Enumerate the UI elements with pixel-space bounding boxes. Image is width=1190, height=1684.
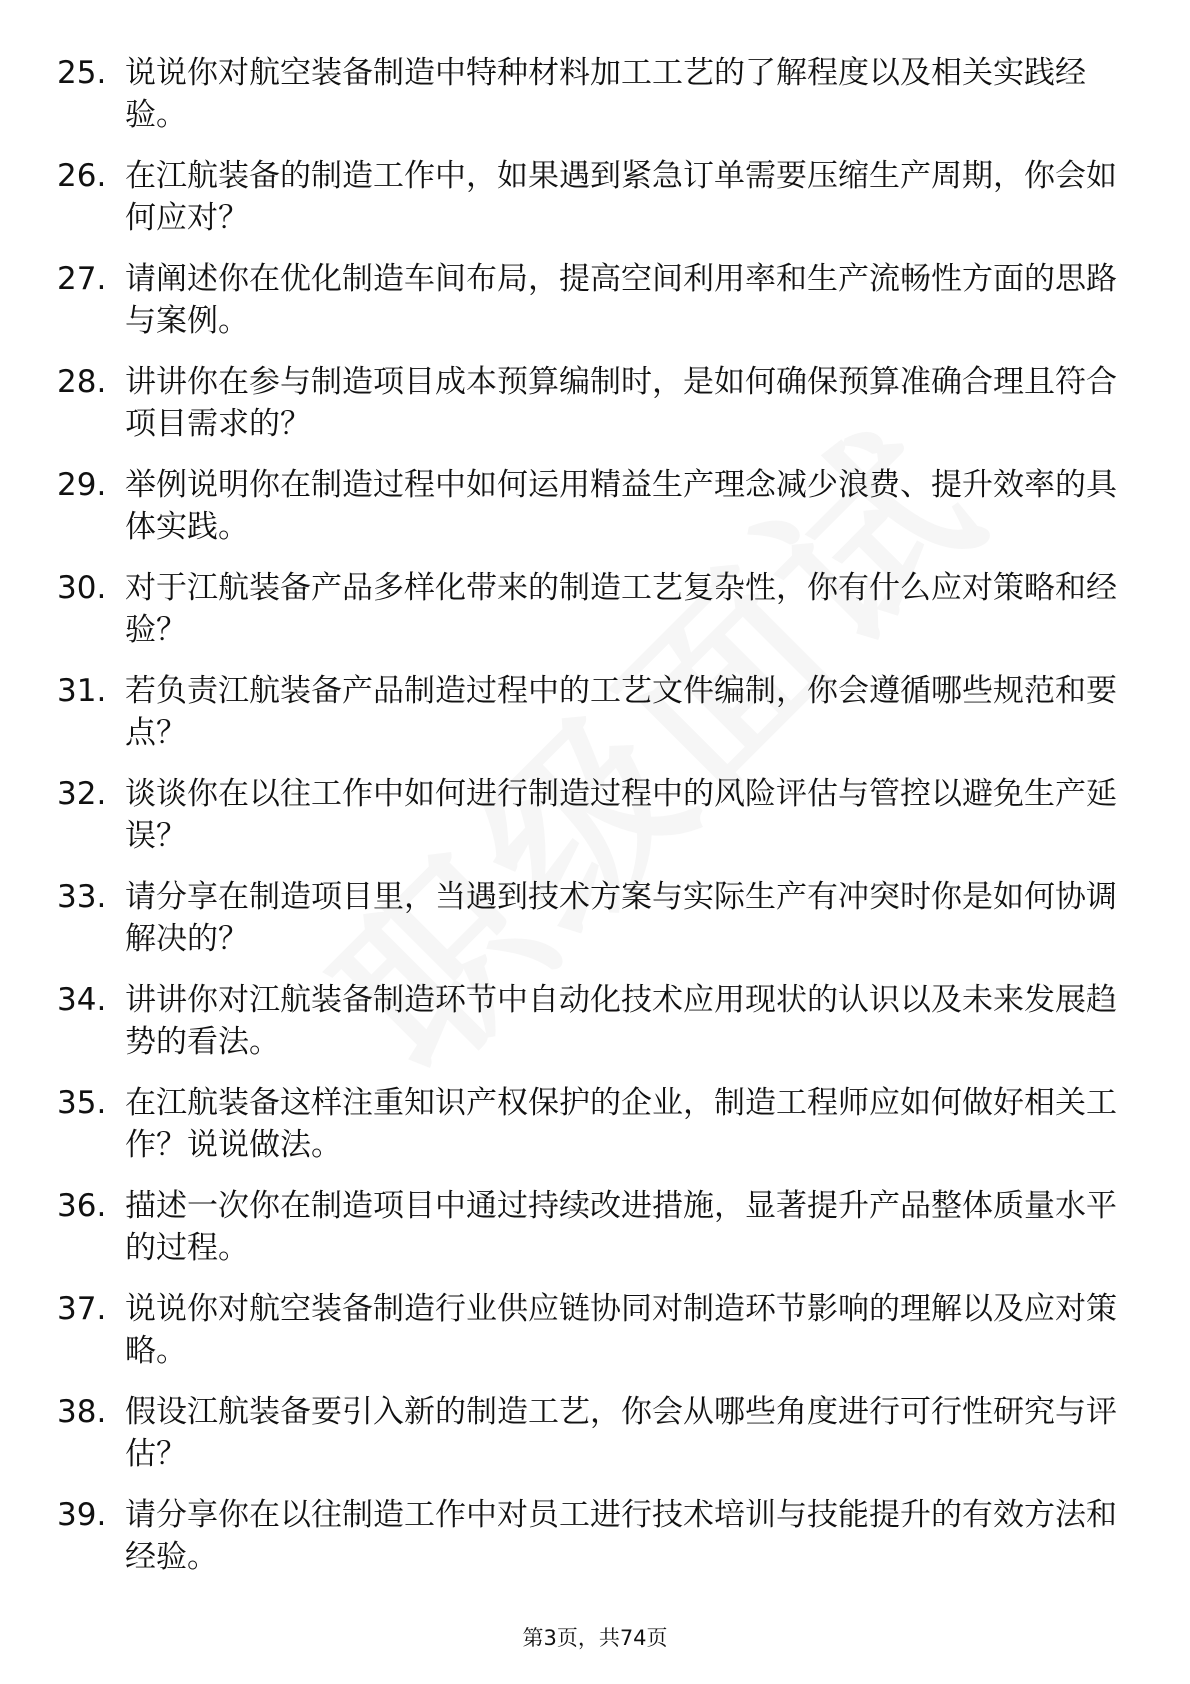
question-text: 对于江航装备产品多样化带来的制造工艺复杂性，你有什么应对策略和经验？: [125, 570, 1117, 648]
question-item: [57, 1391, 1137, 1494]
question-text: 在江航装备这样注重知识产权保护的企业，制造工程师应如何做好相关工作？说说做法。: [125, 1085, 1117, 1163]
question-list: [57, 52, 1137, 1597]
question-text: 请分享你在以往制造工作中对员工进行技术培训与技能提升的有效方法和经验。: [125, 1497, 1117, 1575]
question-text: 谈谈你在以往工作中如何进行制造过程中的风险评估与管控以避免生产延误？: [125, 776, 1117, 854]
question-number: 26.: [57, 158, 107, 194]
question-text: 举例说明你在制造过程中如何运用精益生产理念减少浪费、提升效率的具体实践。: [125, 467, 1117, 545]
question-number: 29.: [57, 467, 107, 503]
question-item: [57, 52, 1137, 155]
question-text: 讲讲你在参与制造项目成本预算编制时，是如何确保预算准确合理且符合项目需求的？: [125, 364, 1117, 442]
question-text: 若负责江航装备产品制造过程中的工艺文件编制，你会遵循哪些规范和要点？: [125, 673, 1117, 751]
question-item: [57, 258, 1137, 361]
question-item: [57, 1082, 1137, 1185]
question-number: 32.: [57, 776, 107, 812]
question-number: 27.: [57, 261, 107, 297]
question-item: [57, 1494, 1137, 1597]
page-number-footer: 第3页，共74页: [522, 1626, 668, 1650]
question-number: 37.: [57, 1291, 107, 1327]
question-text: 假设江航装备要引入新的制造工艺，你会从哪些角度进行可行性研究与评估？: [125, 1394, 1117, 1472]
question-number: 35.: [57, 1085, 107, 1121]
question-item: [57, 876, 1137, 979]
question-text: 说说你对航空装备制造中特种材料加工工艺的了解程度以及相关实践经验。: [125, 55, 1086, 133]
question-number: 30.: [57, 570, 107, 606]
question-number: 34.: [57, 982, 107, 1018]
question-item: [57, 1288, 1137, 1391]
question-item: [57, 773, 1137, 876]
question-number: 31.: [57, 673, 107, 709]
question-item: [57, 567, 1137, 670]
question-number: 36.: [57, 1188, 107, 1224]
question-text: 讲讲你对江航装备制造环节中自动化技术应用现状的认识以及未来发展趋势的看法。: [125, 982, 1117, 1060]
question-number: 33.: [57, 879, 107, 915]
question-number: 38.: [57, 1394, 107, 1430]
question-item: [57, 155, 1137, 258]
question-text: 请阐述你在优化制造车间布局，提高空间利用率和生产流畅性方面的思路与案例。: [125, 261, 1117, 339]
question-item: [57, 670, 1137, 773]
question-text: 在江航装备的制造工作中，如果遇到紧急订单需要压缩生产周期，你会如何应对？: [125, 158, 1117, 236]
question-number: 28.: [57, 364, 107, 400]
question-text: 说说你对航空装备制造行业供应链协同对制造环节影响的理解以及应对策略。: [125, 1291, 1117, 1369]
question-number: 25.: [57, 55, 107, 91]
question-number: 39.: [57, 1497, 107, 1533]
question-text: 描述一次你在制造项目中通过持续改进措施，显著提升产品整体质量水平的过程。: [125, 1188, 1117, 1266]
question-item: [57, 979, 1137, 1082]
question-item: [57, 464, 1137, 567]
question-text: 请分享在制造项目里，当遇到技术方案与实际生产有冲突时你是如何协调解决的？: [125, 879, 1117, 957]
question-item: [57, 361, 1137, 464]
question-item: [57, 1185, 1137, 1288]
